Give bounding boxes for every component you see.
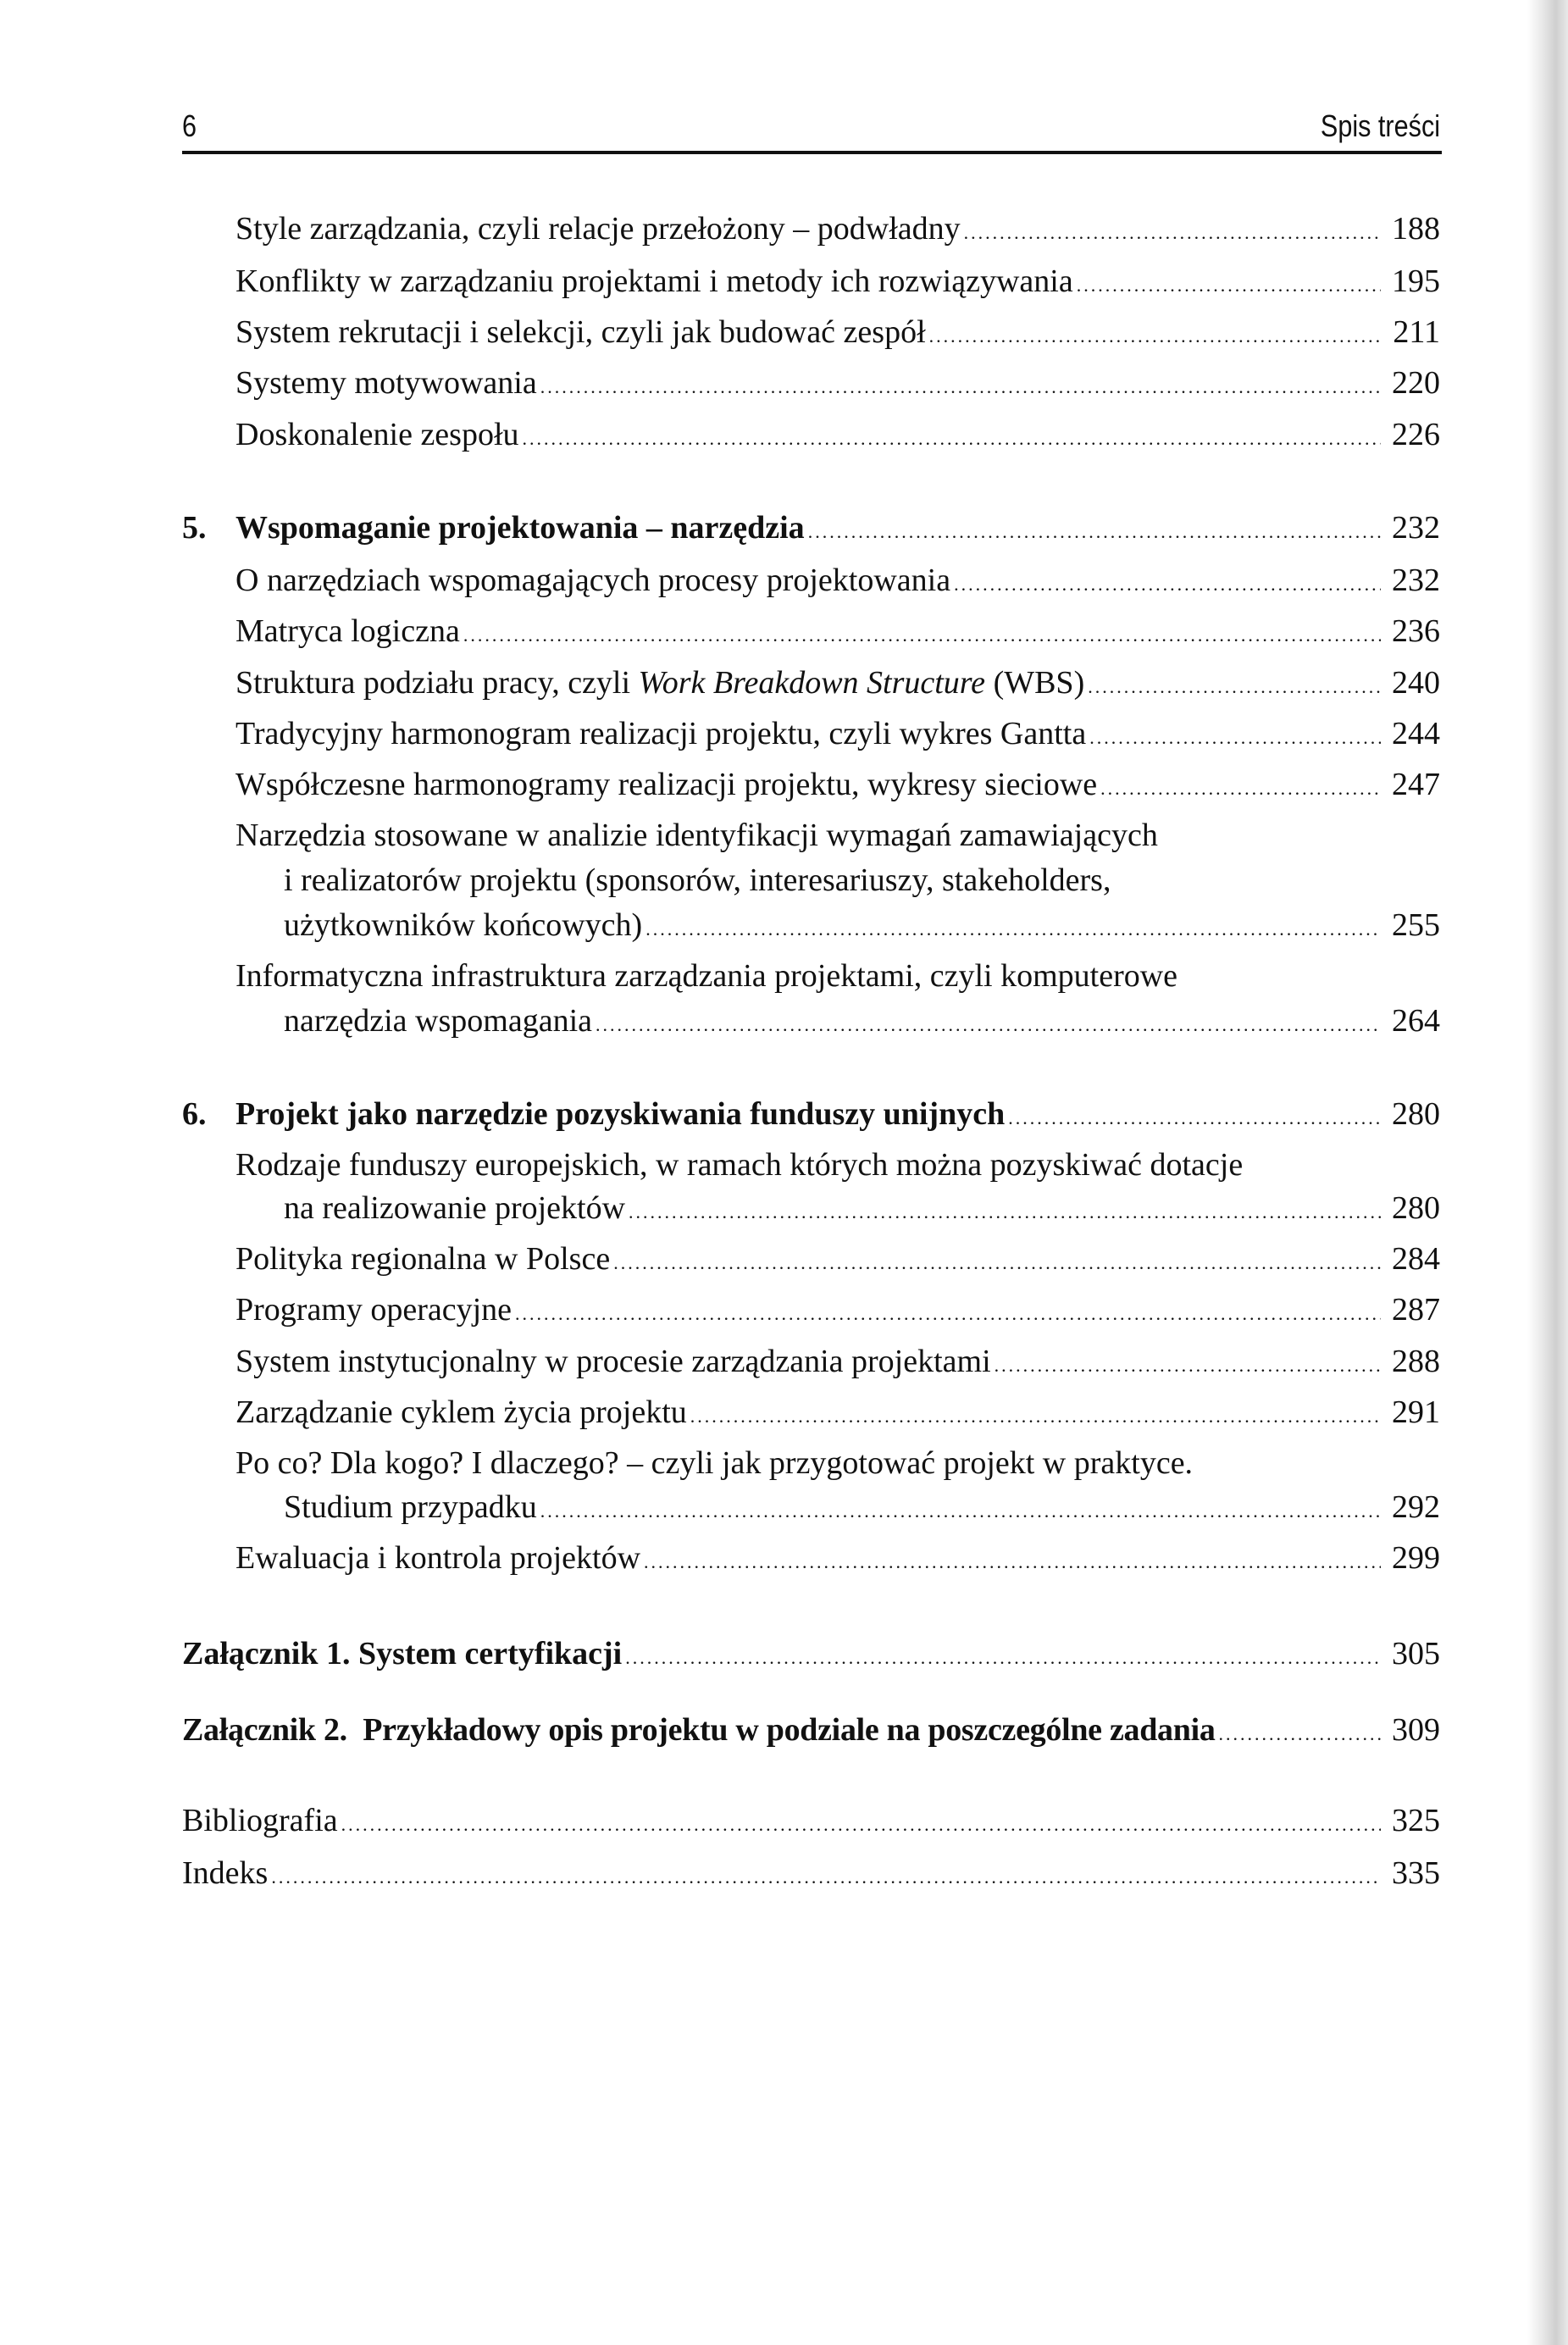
title-part: (WBS) bbox=[985, 665, 1085, 701]
entry-page: 280 bbox=[1392, 1096, 1440, 1132]
entry-title: Bibliografia bbox=[182, 1803, 338, 1838]
toc-entry[interactable] bbox=[235, 311, 1440, 353]
dot-leader bbox=[808, 507, 1381, 549]
chapter-title: Wspomaganie projektowania – narzędzia bbox=[235, 510, 805, 546]
toc-entry[interactable] bbox=[235, 610, 1440, 652]
toc-entry-line[interactable] bbox=[235, 955, 1440, 997]
dot-leader bbox=[463, 610, 1381, 652]
entry-title: Ewaluacja i kontrola projektów bbox=[235, 1540, 641, 1576]
entry-page: 309 bbox=[1392, 1712, 1440, 1748]
header-rule bbox=[182, 151, 1442, 154]
toc-entry[interactable] bbox=[235, 208, 1440, 250]
dot-leader bbox=[613, 1238, 1381, 1280]
entry-title: Matryca logiczna bbox=[235, 613, 460, 649]
entry-title: Tradycyjny harmonogram realizacji projektu, czyli wykres Gantta bbox=[235, 716, 1087, 751]
entry-title: i realizatorów projektu (sponsorów, interesariuszy, stakeholders, bbox=[284, 862, 1111, 898]
entry-page: 305 bbox=[1392, 1636, 1440, 1671]
entry-title: O narzędziach wspomagających procesy projektowania bbox=[235, 563, 951, 598]
title-italic: Work Breakdown Structure bbox=[638, 665, 986, 701]
entry-title: Systemy motywowania bbox=[235, 365, 537, 401]
chapter-5-entry[interactable] bbox=[182, 507, 1440, 549]
bibliography-entry[interactable] bbox=[182, 1799, 1440, 1842]
dot-leader bbox=[1008, 1093, 1381, 1135]
entry-title bbox=[235, 662, 1084, 704]
dot-leader bbox=[645, 904, 1381, 946]
entry-page: 220 bbox=[1392, 365, 1440, 401]
dot-leader bbox=[515, 1289, 1381, 1331]
entry-title: użytkowników końcowych) bbox=[284, 907, 643, 943]
entry-title: na realizowanie projektów bbox=[284, 1190, 626, 1226]
entry-title: Rodzaje funduszy europejskich, w ramach których można pozyskiwać dotacje bbox=[235, 1147, 1244, 1183]
entry-page: 232 bbox=[1392, 510, 1440, 546]
entry-title: Style zarządzania, czyli relacje przełożony – podwładny bbox=[235, 211, 961, 247]
entry-title: Programy operacyjne bbox=[235, 1292, 513, 1328]
dot-leader bbox=[1100, 763, 1381, 806]
index-entry[interactable] bbox=[182, 1852, 1440, 1894]
dot-leader bbox=[523, 413, 1381, 456]
toc-entry[interactable] bbox=[235, 260, 1440, 302]
entry-title: Konflikty w zarządzaniu projektami i metody ich rozwiązywania bbox=[235, 263, 1073, 299]
entry-page: 247 bbox=[1392, 767, 1440, 802]
dot-leader bbox=[629, 1187, 1381, 1229]
entry-page: 244 bbox=[1392, 716, 1440, 751]
entry-page: 325 bbox=[1392, 1803, 1440, 1838]
dot-leader bbox=[1077, 260, 1381, 302]
toc-entry[interactable] bbox=[235, 1340, 1440, 1383]
entry-page: 299 bbox=[1392, 1540, 1440, 1576]
toc-entry[interactable] bbox=[235, 1537, 1440, 1579]
dot-leader bbox=[1089, 712, 1381, 755]
entry-title: Narzędzia stosowane w analizie identyfikacji wymagań zamawiających bbox=[235, 818, 1158, 853]
entry-title: System instytucjonalny w procesie zarządzania projektami bbox=[235, 1344, 991, 1379]
dot-leader bbox=[596, 1000, 1381, 1042]
entry-title: Indeks bbox=[182, 1855, 269, 1891]
entry-page: 211 bbox=[1393, 314, 1440, 350]
chapter-number: 6. bbox=[182, 1096, 207, 1132]
running-header: Spis treści bbox=[1320, 108, 1440, 143]
entry-page: 335 bbox=[1392, 1855, 1440, 1891]
toc-entry-line[interactable] bbox=[235, 1442, 1440, 1484]
page-number: 6 bbox=[182, 108, 197, 143]
entry-page: 287 bbox=[1392, 1292, 1440, 1328]
entry-title: Studium przypadku bbox=[284, 1489, 537, 1525]
toc-entry[interactable] bbox=[235, 763, 1440, 806]
toc-entry-line[interactable] bbox=[284, 859, 1440, 901]
entry-title: System rekrutacji i selekcji, czyli jak budować zespół bbox=[235, 314, 926, 350]
appendix-1-entry[interactable] bbox=[182, 1633, 1440, 1675]
entry-title: narzędzia wspomagania bbox=[284, 1003, 592, 1039]
toc-entry[interactable] bbox=[235, 559, 1440, 601]
title-part: Struktura podziału pracy, czyli bbox=[235, 665, 639, 701]
entry-title: Doskonalenie zespołu bbox=[235, 417, 519, 452]
dot-leader bbox=[964, 208, 1381, 250]
dot-leader bbox=[1219, 1709, 1381, 1751]
appendix-title: Załącznik 1. System certyfikacji bbox=[182, 1636, 623, 1671]
entry-title: Zarządzanie cyklem życia projektu bbox=[235, 1394, 687, 1430]
chapter-6-entry[interactable] bbox=[182, 1093, 1440, 1135]
entry-page: 240 bbox=[1392, 665, 1440, 701]
appendix-2-entry[interactable] bbox=[182, 1709, 1440, 1751]
dot-leader bbox=[1088, 662, 1381, 704]
appendix-title: Załącznik 2. Przykładowy opis projektu w podziale na poszczególne zadania bbox=[182, 1712, 1216, 1748]
entry-page: 284 bbox=[1392, 1241, 1440, 1277]
entry-title: Współczesne harmonogramy realizacji projektu, wykresy sieciowe bbox=[235, 767, 1098, 802]
entry-page: 232 bbox=[1392, 563, 1440, 598]
dot-leader bbox=[954, 559, 1381, 601]
dot-leader bbox=[644, 1537, 1381, 1579]
entry-page: 226 bbox=[1392, 417, 1440, 452]
dot-leader bbox=[625, 1633, 1381, 1675]
dot-leader bbox=[690, 1391, 1381, 1433]
entry-title: Po co? Dla kogo? I dlaczego? – czyli jak przygotować projekt w praktyce. bbox=[235, 1445, 1194, 1481]
dot-leader bbox=[995, 1340, 1381, 1383]
chapter-title: Projekt jako narzędzie pozyskiwania funduszy unijnych bbox=[235, 1096, 1006, 1132]
toc-entry[interactable] bbox=[235, 413, 1440, 456]
entry-page: 236 bbox=[1392, 613, 1440, 649]
toc-entry[interactable] bbox=[284, 1486, 1440, 1528]
toc-entry[interactable] bbox=[284, 1000, 1440, 1042]
toc-entry[interactable] bbox=[235, 662, 1440, 704]
toc-entry[interactable] bbox=[235, 1289, 1440, 1331]
dot-leader bbox=[271, 1852, 1381, 1894]
toc-entry[interactable] bbox=[235, 1238, 1440, 1280]
dot-leader bbox=[540, 1486, 1381, 1528]
toc-entry[interactable] bbox=[235, 712, 1440, 755]
dot-leader bbox=[540, 362, 1381, 404]
chapter-number: 5. bbox=[182, 510, 207, 546]
entry-page: 292 bbox=[1392, 1489, 1440, 1525]
toc-entry-line[interactable] bbox=[235, 814, 1440, 857]
dot-leader bbox=[341, 1799, 1381, 1842]
toc-entry[interactable] bbox=[284, 1187, 1440, 1229]
entry-page: 291 bbox=[1392, 1394, 1440, 1430]
entry-page: 280 bbox=[1392, 1190, 1440, 1226]
toc-entry[interactable] bbox=[235, 1391, 1440, 1433]
page-edge-shadow bbox=[1527, 0, 1568, 2345]
entry-page: 255 bbox=[1392, 907, 1440, 943]
entry-title: Informatyczna infrastruktura zarządzania projektami, czyli komputerowe bbox=[235, 958, 1178, 994]
entry-page: 195 bbox=[1392, 263, 1440, 299]
toc-entry[interactable] bbox=[284, 904, 1440, 946]
entry-title: Polityka regionalna w Polsce bbox=[235, 1241, 611, 1277]
entry-page: 264 bbox=[1392, 1003, 1440, 1039]
entry-page: 188 bbox=[1392, 211, 1440, 247]
dot-leader bbox=[929, 311, 1381, 353]
toc-entry-line[interactable] bbox=[235, 1144, 1440, 1186]
entry-page: 288 bbox=[1392, 1344, 1440, 1379]
toc-entry[interactable] bbox=[235, 362, 1440, 404]
